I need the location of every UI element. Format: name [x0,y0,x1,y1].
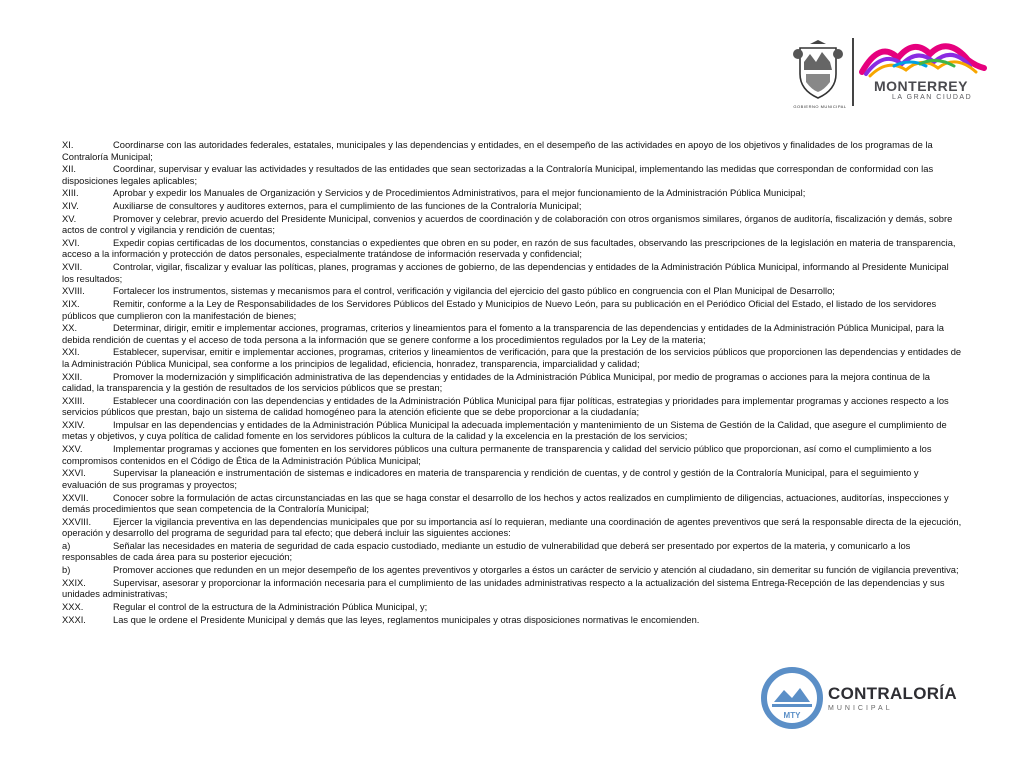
item-text: Determinar, dirigir, emitir e implementar acciones, programas, criterios y lineamientos para el fomento a la transparencia de las dependencias y entidades de la Administración Pública Municipal, para la debida rendición de cuentas y el acceso de toda persona a la información que se genere conforme a los procedimientos regulados por la Ley de la materia; [62,323,944,345]
item-number: XXIV. [62,419,86,430]
item-text: Supervisar la planeación e instrumentación de sistemas e indicadores en materia de transparencia y rendición de cuentas, y de control y gestión de la Contraloría Municipal, para el seguimiento y evaluación de sus programas y proyectos; [62,468,919,490]
item-number: XXII. [62,371,83,382]
city-tagline: LA GRAN CIUDAD [892,94,973,101]
item-text: Implementar programas y acciones que fomenten en los servidores públicos una cultura permanente de transparencia y calidad del servicio público que proporcionan, así como el cumplimiento a los compromisos contenidos en el Código de Ética de la Administración Pública Municipal; [62,444,932,466]
list-item [62,615,962,627]
list-item [62,286,962,298]
item-text: Regular el control de la estructura de la Administración Pública Municipal, y; [113,601,428,612]
item-number: XXIII. [62,395,85,406]
item-number: XVI. [62,237,80,248]
item-number: XXVII. [62,492,89,503]
item-text: Promover y celebrar, previo acuerdo del Presidente Municipal, convenios y acuerdos de coordinación y de colaboración con otros organismos similares, órganos de auditoría, fiscalización y demás, sobre actos de control y vigilancia y rendición de cuentas; [62,213,953,236]
item-number: XII. [62,164,77,175]
item-text: Promover acciones que redunden en un mejor desempeño de los agentes preventivos y otorgarles a éstos un carácter de servicio y atención al ciudadano, sin demeritar su función de vigilancia preventiva; [113,565,959,576]
item-number: XXV. [62,444,83,455]
item-text: Impulsar en las dependencias y entidades de la Administración Pública Municipal la adecuada implementación y mantenimiento de un Sistema de Gestión de la Calidad, que asegure el cumplimiento de metas y objetivos, y cuya política de calidad fomente en los servidores públicos la cultura de la calidad y la excelencia en la prestación de los servicios; [62,419,947,442]
item-text: Controlar, vigilar, fiscalizar y evaluar las políticas, planes, programas y acciones de gobierno, de las dependencias y entidades de la Administración Pública Municipal, informando al Presidente Municipal los resultados; [62,262,949,284]
logo-divider [852,38,854,106]
item-number: XIV. [62,201,79,212]
list-item [62,493,962,516]
list-item [62,347,962,370]
list-item [62,140,962,163]
attributions-list [62,140,962,627]
list-item [62,602,962,614]
item-number: a) [62,540,71,551]
item-number: XXVI. [62,468,86,479]
list-item [62,262,962,285]
list-item [62,238,962,261]
city-name: MONTERREY [874,78,968,94]
item-text: Expedir copias certificadas de los documentos, constancias o expedientes que obren en su poder, en razón de sus facultades, observando las prescripciones de la legislación en materia de transparencia, acceso a la información y protección de datos personales, especialmente tratándose de información reservada y confidencial; [62,237,956,260]
item-number: XXVIII. [62,516,92,527]
emblem-text: MTY [783,711,801,720]
item-number: XXX. [62,601,84,612]
monterrey-mountains-icon [858,36,988,78]
list-item [62,188,962,200]
list-item [62,396,962,419]
item-number: XV. [62,213,77,224]
list-item [62,299,962,322]
list-item [62,323,962,346]
monterrey-logo [858,36,988,108]
list-item [62,164,962,187]
item-text: Establecer una coordinación con las dependencias y entidades de la Administración Pública Municipal para fijar políticas, estrategias y prioridades para implementar programas y acciones respecto a los servicios públicos que prestan, bajo un sistema de calidad homogéneo para la atención eficiente que se debe proporcionar a la ciudadanía; [62,395,949,418]
list-item [62,468,962,491]
item-text: Ejercer la vigilancia preventiva en las dependencias municipales que por su importancia así lo requieran, mediante una coordinación de agentes preventivos que será la responsable directa de la ejecución, operación y desarrollo del programa de seguridad para tal efecto; que deberá incluir las siguientes acciones: [62,516,962,539]
contraloria-emblem-icon [760,666,824,730]
list-item [62,201,962,213]
contraloria-name: CONTRALORÍA [828,684,957,703]
item-text: Coordinarse con las autoridades federales, estatales, municipales y las dependencias y entidades, en el desempeño de las actividades en apoyo de los objetivos y finalidades de los programas de la Contraloría Municipal; [62,140,933,162]
list-item [62,565,962,577]
list-item [62,372,962,395]
item-text: Conocer sobre la formulación de actas circunstanciadas en las que se haga constar el desarrollo de los hechos y actos realizados en cumplimiento de diligencias, actuaciones, auditorías, inspecciones y demás procedimientos que sean competencia de la Contraloría Municipal; [62,492,949,514]
item-number: XXIX. [62,577,86,588]
list-item [62,420,962,443]
item-text: Promover la modernización y simplificación administrativa de las dependencias y entidades de la Administración Pública Municipal, por medio de programas o acciones para la mejora continua de la calidad, la transparencia y la gestión de resultados de los servicios públicos que se prestan; [62,371,930,394]
item-number: XVIII. [62,286,85,297]
item-number: b) [62,565,71,576]
item-text: Remitir, conforme a la Ley de Responsabilidades de los Servidores Públicos del Estado y Municipios de Nuevo León, para su publicación en el Periódico Oficial del Estado, el listado de los servidores públicos que cumplieron con la manifestación de bienes; [62,299,937,321]
list-item [62,214,962,237]
item-text: Fortalecer los instrumentos, sistemas y mecanismos para el control, verificación y vigilancia del ejercicio del gasto público en congruencia con el Plan Municipal de Desarrollo; [113,286,835,297]
item-number: XI. [62,140,74,150]
list-item [62,578,962,601]
item-number: XVII. [62,262,83,273]
header-logos [786,36,986,108]
item-number: XIII. [62,188,79,199]
list-item [62,517,962,540]
item-number: XIX. [62,299,80,309]
coat-of-arms-icon [790,40,846,102]
item-text: Aprobar y expedir los Manuales de Organización y Servicios y de Procedimientos Administrativos, para el mejor funcionamiento de la Administración Pública Municipal; [113,188,806,199]
item-text: Establecer, supervisar, emitir e implementar acciones, programas, criterios y lineamientos de verificación, para que la prestación de los servicios públicos que proporcionen las dependencias y entidades de la Administración Pública Municipal, sea conforme a los principios de legalidad, eficiencia, honradez, transparencia, imparcialidad y calidad; [62,347,962,369]
item-text: Señalar las necesidades en materia de seguridad de cada espacio custodiado, mediante un estudio de vulnerabilidad que deberá ser presentado por expertos de la materia, y comunicarlo a los responsables de cada área para su posterior ejecución; [62,540,911,563]
municipal-seal [790,40,847,109]
contraloria-subtitle: MUNICIPAL [828,705,893,712]
item-number: XX. [62,323,78,334]
item-number: XXXI. [62,614,86,625]
seal-caption: GOBIERNO MUNICIPAL [793,104,847,109]
item-number: XXI. [62,347,80,358]
list-item [62,444,962,467]
item-text: Auxiliarse de consultores y auditores externos, para el cumplimiento de las funciones de la Contraloría Municipal; [113,201,582,212]
item-text: Las que le ordene el Presidente Municipal y demás que las leyes, reglamentos municipales y otras disposiciones normativas le encomienden. [113,614,700,625]
item-text: Coordinar, supervisar y evaluar las actividades y resultados de las entidades que sean sectorizadas a la Contraloría Municipal, implementando las medidas que correspondan de conformidad con las disposiciones legales aplicables; [62,164,934,186]
contraloria-logo [760,666,970,732]
item-text: Supervisar, asesorar y proporcionar la información necesaria para el cumplimiento de las unidades administrativas respecto a la actualización del sistema Entrega-Recepción de las dependencias y sus unidades administrativas; [62,577,945,600]
list-item [62,541,962,564]
